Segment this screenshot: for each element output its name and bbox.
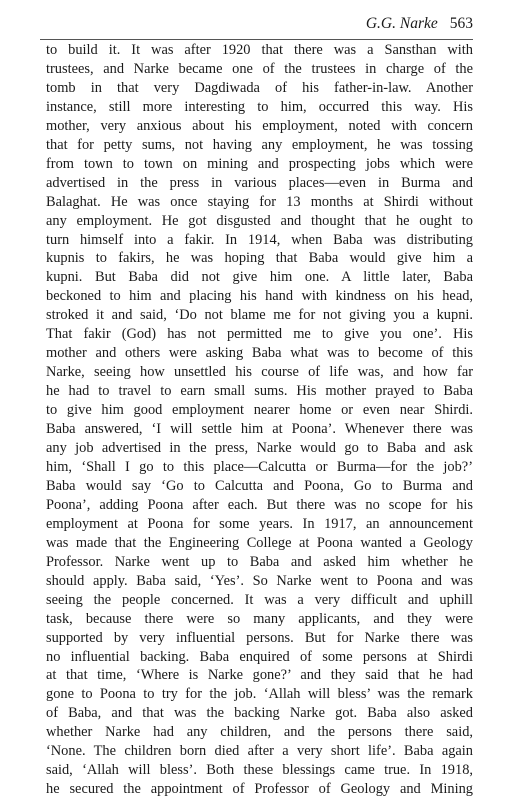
text-line: mother and others were asking Baba what was to become of this — [46, 345, 473, 362]
text-line: mother, very anxious about his employment, noted with concern — [46, 117, 473, 134]
text-line: any job advertised in the press, Narke would go to Baba and ask — [46, 440, 473, 457]
text-line: Narke, seeing how unsettled his course of life was, and how far — [46, 364, 473, 381]
text-line: whether Narke had any children, and the persons there said, — [46, 724, 473, 741]
text-line: any employment. He got disgusted and thought that he ought to — [46, 212, 473, 229]
text-line: at that time, ‘Where is Narke gone?’ and they said that he had — [46, 667, 473, 684]
text-line: to give him good employment nearer home or even near Shirdi. — [46, 402, 473, 419]
text-line: he secured the appointment of Professor of Geology and Mining — [46, 781, 473, 798]
text-line: task, because there were so many applicants, and they were — [46, 610, 473, 627]
text-line: trustees, and Narke became one of the trustees in charge of the — [46, 60, 473, 77]
text-line: from town to town on mining and prospecting jobs which were — [46, 155, 473, 172]
text-line: That fakir (God) has not permitted me to give you one’. His — [46, 326, 473, 343]
text-line: supported by very influential persons. But for Narke there was — [46, 629, 473, 646]
text-line: kupni. But Baba did not give him one. A little later, Baba — [46, 269, 473, 286]
page-header — [40, 15, 473, 37]
header-rule — [40, 39, 473, 40]
text-line: Balaghat. He was once staying for 13 months at Shirdi without — [46, 193, 473, 210]
text-line: seeing the people concerned. It was a very difficult and uphill — [46, 591, 473, 608]
text-line: kupnis to fakirs, he was hoping that Baba would give him a — [46, 250, 473, 267]
text-line: tomb in that very Dagdiwada of his father-in-law. Another — [46, 79, 473, 96]
running-head: G.G. Narke — [365, 15, 438, 32]
text-line: turn himself into a fakir. In 1914, when Baba was distributing — [46, 231, 473, 248]
text-line: was made that the Engineering College at Poona wanted a Geology — [46, 534, 473, 551]
text-line: gone to Poona to try for the job. ‘Allah will bless’ was the remark — [46, 686, 473, 703]
text-line: instance, still more interesting to him, occurred this way. His — [46, 98, 473, 115]
text-line: Professor. Narke went up to Baba and asked him whether he — [46, 553, 473, 570]
text-line: beckoned to him and placing his hand with kindness on his head, — [46, 288, 473, 305]
text-line: stroked it and said, ‘Do not blame me for not giving you a kupni. — [46, 307, 473, 324]
text-line: said, ‘Allah will bless’. Both these blessings came true. In 1918, — [46, 762, 473, 779]
text-line: should apply. Baba said, ‘Yes’. So Narke went to Poona and was — [46, 572, 473, 589]
text-line: to build it. It was after 1920 that there was a Sansthan with — [46, 42, 473, 58]
text-line: he had to travel to earn small sums. His mother prayed to Baba — [46, 383, 473, 400]
text-line: Baba would say ‘Go to Calcutta and Poona, Go to Burma and — [46, 477, 473, 494]
text-line: ‘None. The children born died after a very short life’. Baba again — [46, 743, 473, 760]
text-line: no influential backing. Baba enquired of some persons at Shirdi — [46, 648, 473, 665]
text-line: him, ‘Shall I go to this place—Calcutta or Burma—for the job?’ — [46, 458, 473, 475]
text-line: advertised in the press in various places—even in Burma and — [46, 174, 473, 191]
text-line: Poona’, adding Poona after each. But there was no scope for his — [46, 496, 473, 513]
body-paragraph — [46, 41, 473, 799]
text-line: that for petty sums, not having any employment, he was tossing — [46, 136, 473, 153]
text-line: employment at Poona for some years. In 1917, an announcement — [46, 515, 473, 532]
page-number: 563 — [449, 15, 473, 32]
text-line: Baba answered, ‘I will settle him at Poona’. Whenever there was — [46, 421, 473, 438]
text-line: of Baba, and that was the backing Narke got. Baba also asked — [46, 705, 473, 722]
